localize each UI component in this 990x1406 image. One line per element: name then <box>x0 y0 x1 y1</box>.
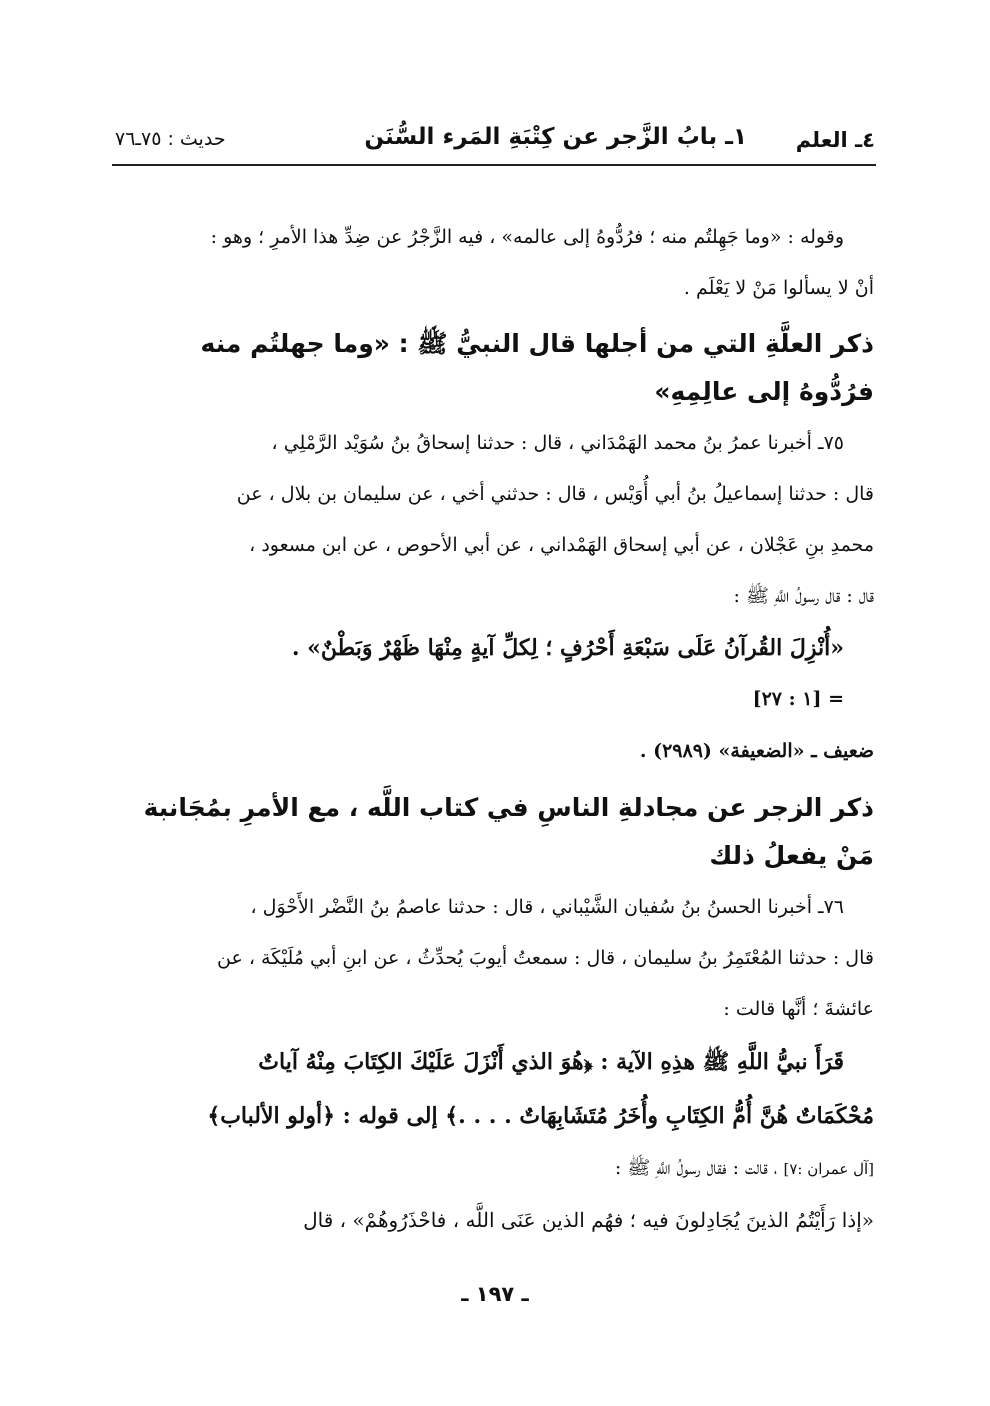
hadith-76-line-1: ٧٦ـ أخبرنا الحسنُ بنُ سُفيان الشَّيْباني ، قال : حدثنا عاصمُ بنُ النَّضْر الأَحْوَل ، <box>250 896 844 918</box>
hadith-76-ayah-line-2: مُحْكَمَاتٌ هُنَّ أُمُّ الكِتَابِ وأُخَرُ مُتَشَابِهَاتٌ . . . .﴾ إلى قوله : ﴿أولو الألباب﴾ <box>207 1103 874 1129</box>
header-bab-title: ١ـ بابُ الزَّجر عن كِتْبَةِ المَرء السُّنَن <box>364 124 747 150</box>
hadith-75-grade: ضعيف ـ «الضعيفة» (٢٩٨٩) . <box>639 740 874 762</box>
hadith-75-matn: «أُنْزِلَ القُرآنُ عَلَى سَبْعَةِ أَحْرُفٍ ؛ لِكلِّ آيةٍ مِنْهَا ظَهْرٌ وَبَطْنٌ» . <box>291 635 844 661</box>
header-hadith-range: حديث : ٧٥ـ٧٦ <box>115 128 226 150</box>
hadith-75-reference: = [١ : ٢٧] <box>752 688 844 710</box>
hadith-76-line-ayah-ref <box>112 1143 874 1195</box>
hadith-75-line-2: قال : حدثنا إسماعيلُ بنُ أبي أُوَيْس ، قال : حدثني أخي ، عن سليمان بن بلال ، عن <box>236 483 874 505</box>
hadith-76-last-line: «إذا رَأَيْتُمُ الذينَ يُجَادِلونَ فيه ؛ فهُم الذين عَنَى اللَّه ، فاحْذَرُوهُمْ» ، قال <box>303 1208 874 1232</box>
heading-1-line-2: فرُدُّوهُ إلى عالِمِهِ» <box>654 377 874 406</box>
hadith-76-said-text: ، قالت : فقال رسولُ اللَّهِ ﷺ : <box>614 1157 778 1179</box>
header-chapter: ٤ـ العلم <box>795 128 875 152</box>
heading-2-line-2: مَنْ يفعلُ ذلك <box>709 841 874 870</box>
section-heading-1 <box>112 314 874 418</box>
page-body <box>112 212 874 1246</box>
running-header <box>115 124 875 164</box>
header-divider <box>112 164 876 166</box>
intro-line-2: أنْ لا يسألوا مَنْ لا يَعْلَم . <box>683 277 874 299</box>
heading-2-line-1: ذكر الزجر عن مجادلةِ الناسِ في كتاب اللَّه ، مع الأمرِ بمُجَانبة <box>143 793 874 822</box>
heading-1-line-1: ذكر العلَّةِ التي من أجلها قال النبيُّ ﷺ : «وما جهلتُم منه <box>200 329 874 358</box>
hadith-76-ayah-line-1: قَرَأَ نبيُّ اللَّهِ ﷺ هذِهِ الآية : ﴿هُوَ الذي أَنْزَلَ عَلَيْكَ الكِتَابَ مِنْهُ آياتٌ <box>258 1049 844 1075</box>
page-number: ـ ١٩٧ ـ <box>461 1282 529 1306</box>
hadith-75-line-3: محمدِ بنِ عَجْلان ، عن أبي إسحاق الهَمْداني ، عن أبي الأحوص ، عن ابن مسعود ، <box>249 534 874 556</box>
hadith-76-line-2: قال : حدثنا المُعْتَمِرُ بنُ سليمان ، قال : سمعتُ أيوبَ يُحدِّثُ ، عن ابنِ أبي مُلَيْكَة ، عن <box>217 947 874 969</box>
section-heading-2 <box>112 778 874 882</box>
quran-reference: [آل عمران :٧] <box>783 1160 874 1178</box>
hadith-75-line-1: ٧٥ـ أخبرنا عمرُ بنُ محمد الهَمْدَاني ، قال : حدثنا إسحاقُ بنُ سُوَيْد الرَّمْلِي ، <box>271 432 844 454</box>
hadith-76-line-3: عائشةَ ؛ أنَّها قالت : <box>723 998 874 1020</box>
intro-line-1: وقوله : «وما جَهِلتُم منه ؛ فرُدُّوهُ إلى عالمه» ، فيه الزَّجْرُ عن ضِدِّ هذا الأمرِ ؛ وهو : <box>210 226 844 248</box>
hadith-75-line-4: قال : قال رسولُ اللَّهِ ﷺ : <box>733 585 874 607</box>
